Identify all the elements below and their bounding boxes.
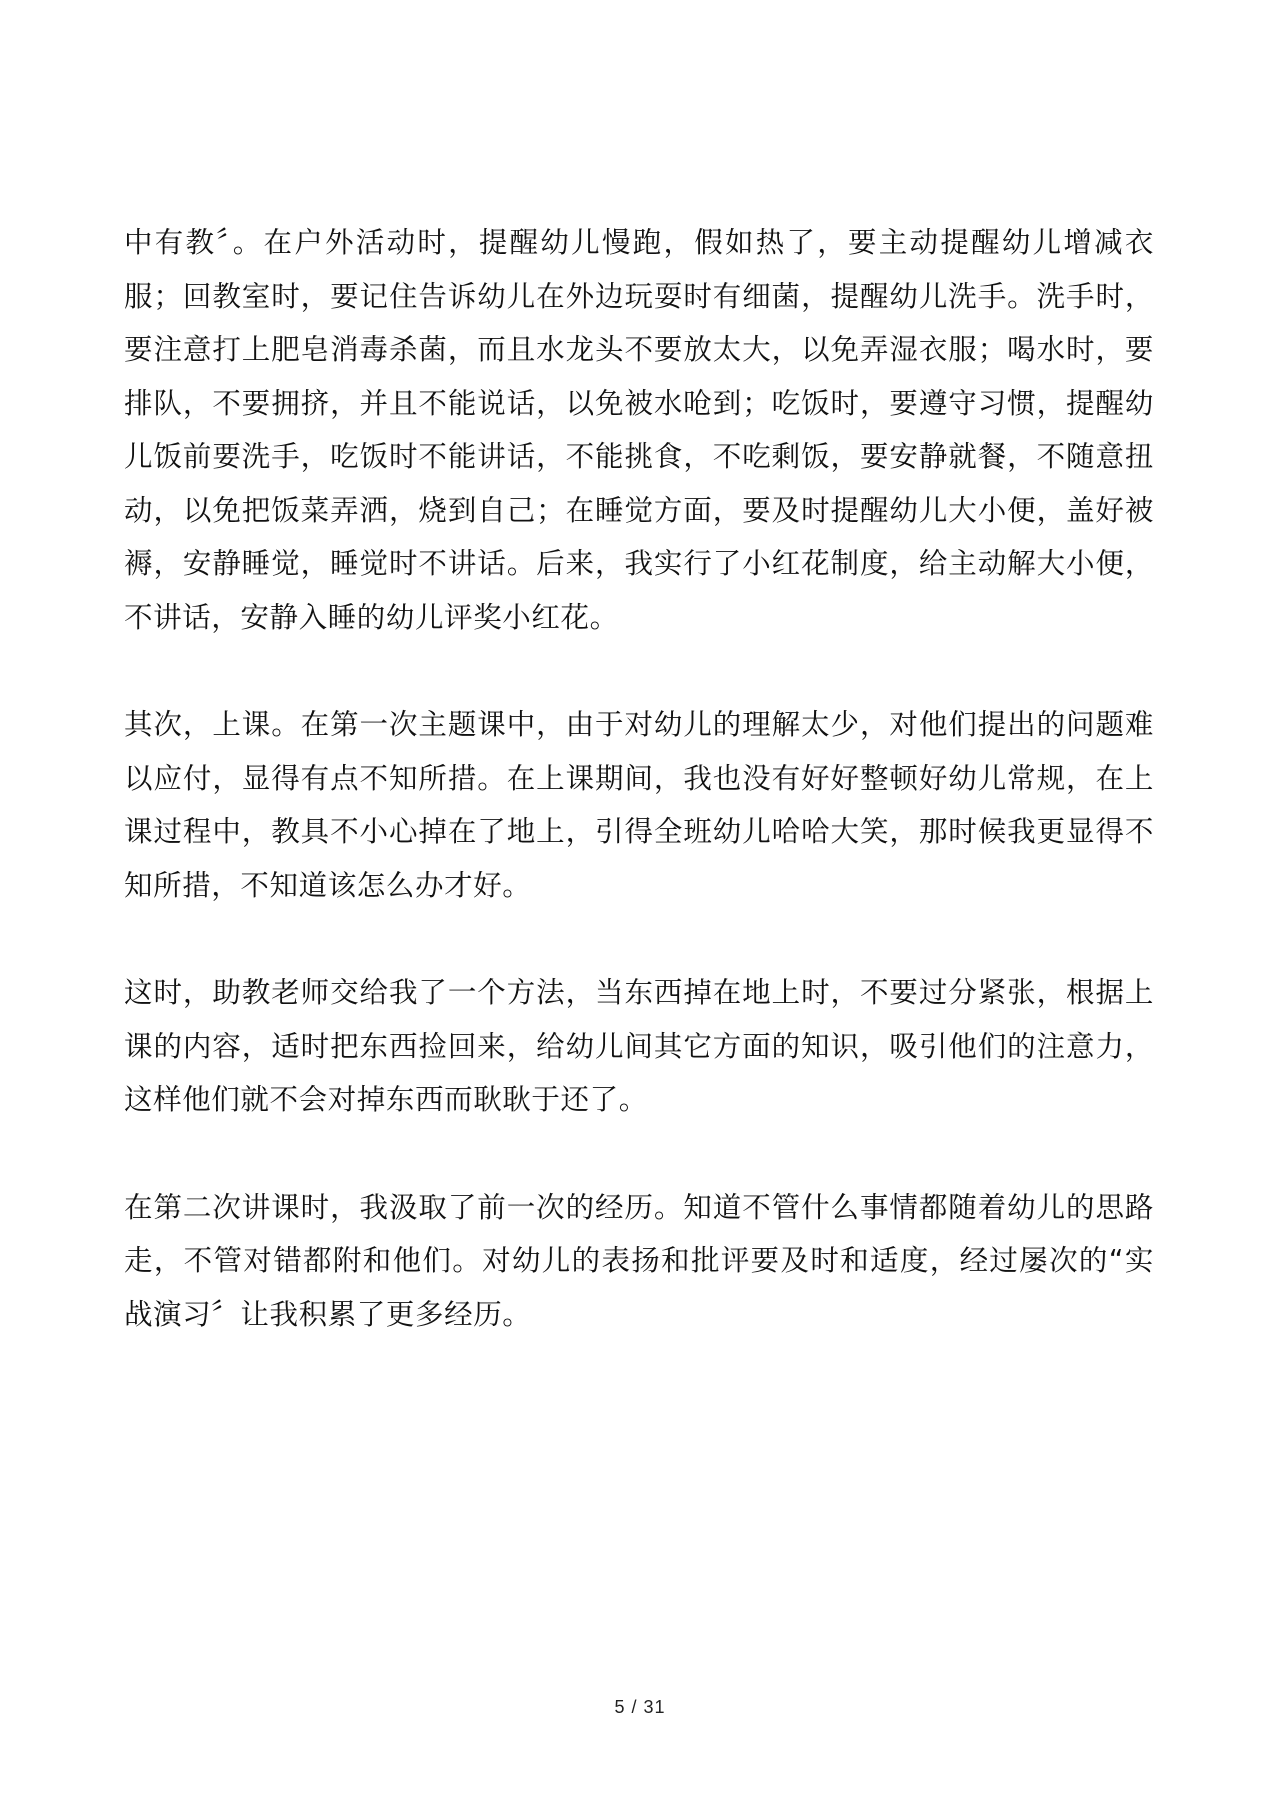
paragraph-daily-routine: 中有教〞。在户外活动时，提醒幼儿慢跑，假如热了，要主动提醒幼儿增减衣服；回教室时，要记住告诉幼儿在外边玩耍时有细菌，提醒幼儿洗手。洗手时，要注意打上肥皂消毒杀菌，而且水龙头不要放太大，以免弄湿衣服；喝水时，要排队，不要拥挤，并且不能说话，以免被水呛到；吃饭时，要遵守习惯，提醒幼儿饭前要洗手，吃饭时不能讲话，不能挑食，不吃剩饭，要安静就餐，不随意扭动，以免把饭菜弄洒，烧到自己；在睡觉方面，要及时提醒幼儿大小便，盖好被褥，安静睡觉，睡觉时不讲话。后来，我实行了小红花制度，给主动解大小便，不讲话，安静入睡的幼儿评奖小红花。 [124,226,1154,634]
paragraph-second-lesson: 在第二次讲课时，我汲取了前一次的经历。知道不管什么事情都随着幼儿的思路走，不管对错都附和他们。对幼儿的表扬和批评要及时和适度，经过屡次的“实战演习〞让我积累了更多经历。 [124,1190,1154,1331]
page-number: 5 / 31 [614,1697,666,1717]
document-body [124,216,1154,1341]
paragraph-assistant-advice: 这时，助教老师交给我了一个方法，当东西掉在地上时，不要过分紧张，根据上课的内容，适时把东西捡回来，给幼儿间其它方面的知识，吸引他们的注意力，这样他们就不会对掉东西而耿耿于还了。 [124,976,1154,1116]
paragraph-first-lesson: 其次，上课。在第一次主题课中，由于对幼儿的理解太少，对他们提出的问题难以应付，显得有点不知所措。在上课期间，我也没有好好整顿好幼儿常规，在上课过程中，教具不小心掉在了地上，引得全班幼儿哈哈大笑，那时候我更显得不知所措，不知道该怎么办才好。 [124,708,1154,902]
